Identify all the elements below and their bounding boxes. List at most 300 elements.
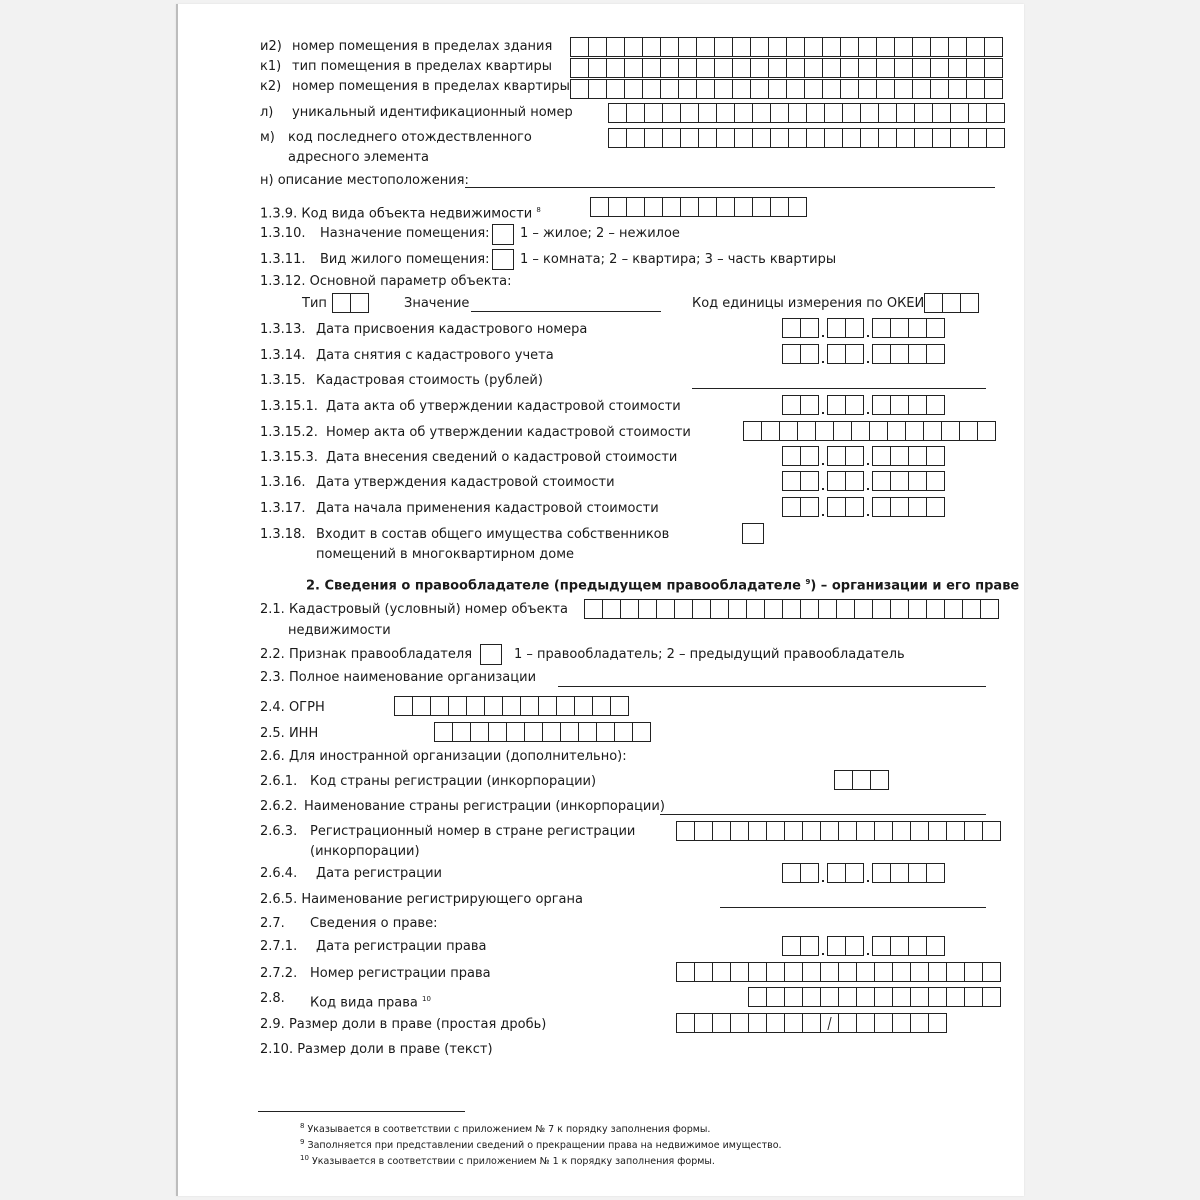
input-cell[interactable] (827, 471, 846, 491)
input-cell[interactable] (750, 58, 769, 78)
input-cell[interactable] (470, 722, 489, 742)
input-cell[interactable] (448, 696, 467, 716)
input-cell[interactable] (800, 599, 819, 619)
input-cell[interactable] (610, 696, 629, 716)
input-cell[interactable] (626, 128, 645, 148)
input-cell[interactable] (730, 821, 749, 841)
input-cell[interactable] (926, 446, 945, 466)
input-cell[interactable] (872, 395, 891, 415)
object-kind-code-cells[interactable] (590, 197, 806, 217)
input-cell[interactable] (926, 599, 945, 619)
input-cell[interactable] (782, 446, 801, 466)
input-cell[interactable] (820, 821, 839, 841)
input-cell[interactable] (632, 722, 651, 742)
input-cell[interactable] (752, 128, 771, 148)
input-cell[interactable] (782, 318, 801, 338)
input-cell[interactable] (928, 962, 947, 982)
input-cell[interactable] (908, 599, 927, 619)
input-cell[interactable] (842, 128, 861, 148)
input-cell[interactable] (962, 599, 981, 619)
input-cell[interactable] (570, 37, 589, 57)
input-cell[interactable] (912, 58, 931, 78)
input-cell[interactable] (642, 37, 661, 57)
input-cell[interactable] (890, 344, 909, 364)
input-cell[interactable] (800, 497, 819, 517)
input-cell[interactable] (908, 497, 927, 517)
input-cell[interactable] (822, 79, 841, 99)
input-cell[interactable] (851, 421, 870, 441)
input-cell[interactable] (779, 421, 798, 441)
input-cell[interactable] (332, 293, 351, 313)
input-cell[interactable] (932, 128, 951, 148)
input-cell[interactable] (782, 863, 801, 883)
input-cell[interactable] (714, 58, 733, 78)
input-cell[interactable] (860, 103, 879, 123)
input-cell[interactable] (827, 863, 846, 883)
right-kind-code-cells[interactable] (748, 987, 1000, 1007)
input-cell[interactable] (856, 962, 875, 982)
input-cell[interactable] (960, 293, 979, 313)
input-cell[interactable] (712, 962, 731, 982)
input-cell[interactable] (698, 103, 717, 123)
input-cell[interactable] (872, 497, 891, 517)
input-cell[interactable] (520, 696, 539, 716)
input-cell[interactable] (578, 722, 597, 742)
input-cell[interactable] (905, 421, 924, 441)
input-cell[interactable] (838, 962, 857, 982)
input-cell[interactable] (466, 696, 485, 716)
input-cell[interactable] (680, 197, 699, 217)
input-cell[interactable] (986, 128, 1005, 148)
cadastral-number-cells[interactable] (584, 599, 998, 619)
input-cell[interactable] (896, 103, 915, 123)
input-cell[interactable] (692, 599, 711, 619)
input-cell[interactable] (716, 128, 735, 148)
room-purpose-box[interactable] (492, 224, 514, 245)
input-cell[interactable] (930, 58, 949, 78)
input-cell[interactable] (802, 962, 821, 982)
input-cell[interactable] (869, 421, 888, 441)
input-cell[interactable] (910, 1013, 929, 1033)
rightholder-sign-box[interactable] (480, 644, 502, 665)
input-cell[interactable] (984, 37, 1003, 57)
input-cell[interactable] (662, 128, 681, 148)
input-cell[interactable] (676, 1013, 695, 1033)
input-cell[interactable] (698, 128, 717, 148)
input-cell[interactable] (800, 395, 819, 415)
input-cell[interactable] (806, 128, 825, 148)
input-cell[interactable] (784, 1013, 803, 1033)
input-cell[interactable] (926, 318, 945, 338)
input-cell[interactable] (802, 821, 821, 841)
input-cell[interactable] (845, 344, 864, 364)
input-cell[interactable] (624, 37, 643, 57)
input-cell[interactable] (626, 197, 645, 217)
input-cell[interactable] (845, 446, 864, 466)
input-cell[interactable] (838, 1013, 857, 1033)
input-cell[interactable] (694, 821, 713, 841)
country-code-cells[interactable] (834, 770, 888, 790)
input-cell[interactable] (728, 599, 747, 619)
input-cell[interactable] (766, 1013, 785, 1033)
input-cell[interactable] (800, 936, 819, 956)
input-cell[interactable] (858, 79, 877, 99)
input-cell[interactable] (556, 696, 575, 716)
input-cell[interactable] (784, 962, 803, 982)
input-cell[interactable] (890, 318, 909, 338)
input-cell[interactable] (980, 599, 999, 619)
input-cell[interactable] (642, 58, 661, 78)
input-cell[interactable] (538, 696, 557, 716)
input-cell[interactable] (827, 446, 846, 466)
input-cell[interactable] (872, 446, 891, 466)
input-cell[interactable] (748, 1013, 767, 1033)
input-cell[interactable] (874, 987, 893, 1007)
input-cell[interactable] (752, 103, 771, 123)
input-cell[interactable] (878, 128, 897, 148)
value-application-date-cells[interactable] (782, 497, 944, 517)
input-cell[interactable] (874, 821, 893, 841)
input-cell[interactable] (734, 197, 753, 217)
input-cell[interactable] (680, 128, 699, 148)
input-cell[interactable] (350, 293, 369, 313)
common-property-box[interactable] (742, 523, 764, 544)
input-cell[interactable] (836, 599, 855, 619)
input-cell[interactable] (761, 421, 780, 441)
input-cell[interactable] (872, 471, 891, 491)
input-cell[interactable] (638, 599, 657, 619)
input-cell[interactable] (923, 421, 942, 441)
input-cell[interactable] (964, 962, 983, 982)
input-cell[interactable] (748, 821, 767, 841)
input-cell[interactable] (748, 962, 767, 982)
input-cell[interactable] (840, 58, 859, 78)
input-cell[interactable] (896, 128, 915, 148)
input-cell[interactable] (926, 863, 945, 883)
input-cell[interactable] (656, 599, 675, 619)
input-cell[interactable] (966, 79, 985, 99)
input-cell[interactable] (743, 421, 762, 441)
input-cell[interactable] (660, 37, 679, 57)
input-cell[interactable] (660, 79, 679, 99)
input-cell[interactable] (856, 987, 875, 1007)
input-cell[interactable] (488, 722, 507, 742)
input-cell[interactable] (644, 103, 663, 123)
input-cell[interactable] (570, 58, 589, 78)
input-cell[interactable] (782, 471, 801, 491)
input-cell[interactable] (620, 599, 639, 619)
input-cell[interactable] (890, 446, 909, 466)
input-cell[interactable] (788, 197, 807, 217)
input-cell[interactable] (764, 599, 783, 619)
ogrn-cells[interactable] (394, 696, 628, 716)
input-cell[interactable] (815, 421, 834, 441)
input-cell[interactable] (766, 821, 785, 841)
input-cell[interactable] (804, 79, 823, 99)
location-description-line[interactable] (465, 187, 995, 188)
input-cell[interactable] (624, 79, 643, 99)
input-cell[interactable] (624, 58, 643, 78)
input-cell[interactable] (984, 58, 1003, 78)
input-cell[interactable] (644, 197, 663, 217)
input-cell[interactable] (824, 128, 843, 148)
input-cell[interactable] (946, 987, 965, 1007)
input-cell[interactable] (874, 1013, 893, 1033)
input-cell[interactable] (694, 962, 713, 982)
input-cell[interactable] (750, 37, 769, 57)
input-cell[interactable] (845, 936, 864, 956)
input-cell[interactable] (714, 37, 733, 57)
input-cell[interactable] (820, 987, 839, 1007)
input-cell[interactable] (838, 987, 857, 1007)
input-cell[interactable] (804, 37, 823, 57)
input-cell[interactable] (698, 197, 717, 217)
input-cell[interactable] (766, 962, 785, 982)
input-cell[interactable] (770, 103, 789, 123)
input-cell[interactable] (784, 821, 803, 841)
input-cell[interactable] (752, 197, 771, 217)
input-cell[interactable] (588, 37, 607, 57)
input-cell[interactable] (872, 344, 891, 364)
input-cell[interactable] (824, 103, 843, 123)
input-cell[interactable] (926, 395, 945, 415)
input-cell[interactable] (910, 962, 929, 982)
input-cell[interactable] (908, 863, 927, 883)
input-cell[interactable] (984, 79, 1003, 99)
input-cell[interactable] (606, 79, 625, 99)
input-cell[interactable] (890, 471, 909, 491)
input-cell[interactable] (948, 79, 967, 99)
input-cell[interactable] (876, 79, 895, 99)
input-cell[interactable] (680, 103, 699, 123)
input-cell[interactable] (892, 962, 911, 982)
input-cell[interactable] (890, 599, 909, 619)
input-cell[interactable] (560, 722, 579, 742)
input-cell[interactable] (716, 197, 735, 217)
input-cell[interactable] (942, 293, 961, 313)
input-cell[interactable] (782, 395, 801, 415)
input-cell[interactable] (870, 770, 889, 790)
input-cell[interactable] (926, 344, 945, 364)
input-cell[interactable] (542, 722, 561, 742)
input-cell[interactable] (506, 722, 525, 742)
address-element-code-cells[interactable] (608, 128, 1004, 148)
cadastral-value-line[interactable] (692, 388, 986, 389)
input-cell[interactable] (676, 962, 695, 982)
input-cell[interactable] (892, 987, 911, 1007)
input-cell[interactable] (588, 79, 607, 99)
input-cell[interactable] (786, 37, 805, 57)
input-cell[interactable] (910, 987, 929, 1007)
input-cell[interactable] (712, 821, 731, 841)
input-cell[interactable] (714, 79, 733, 99)
input-cell[interactable] (908, 344, 927, 364)
input-cell[interactable] (588, 58, 607, 78)
input-cell[interactable] (734, 128, 753, 148)
input-cell[interactable] (914, 128, 933, 148)
input-cell[interactable] (804, 58, 823, 78)
input-cell[interactable] (838, 821, 857, 841)
input-cell[interactable] (710, 599, 729, 619)
input-cell[interactable] (894, 79, 913, 99)
input-cell[interactable] (914, 103, 933, 123)
inn-cells[interactable] (434, 722, 650, 742)
input-cell[interactable] (818, 599, 837, 619)
input-cell[interactable] (614, 722, 633, 742)
act-number-cells[interactable] (743, 421, 995, 441)
input-cell[interactable] (890, 395, 909, 415)
input-cell[interactable] (802, 987, 821, 1007)
input-cell[interactable] (890, 936, 909, 956)
input-cell[interactable] (730, 962, 749, 982)
input-cell[interactable] (642, 79, 661, 99)
input-cell[interactable] (948, 37, 967, 57)
input-cell[interactable] (894, 37, 913, 57)
input-cell[interactable] (874, 962, 893, 982)
input-cell[interactable] (592, 696, 611, 716)
room-type-in-apartment-cells[interactable] (570, 58, 1002, 78)
input-cell[interactable] (908, 446, 927, 466)
input-cell[interactable] (696, 58, 715, 78)
input-cell[interactable] (782, 936, 801, 956)
input-cell[interactable] (800, 344, 819, 364)
input-cell[interactable] (768, 37, 787, 57)
input-cell[interactable] (768, 79, 787, 99)
input-cell[interactable] (860, 128, 879, 148)
input-cell[interactable] (912, 37, 931, 57)
input-cell[interactable] (608, 128, 627, 148)
input-cell[interactable] (788, 128, 807, 148)
input-cell[interactable] (834, 770, 853, 790)
input-cell[interactable] (766, 987, 785, 1007)
input-cell[interactable] (948, 58, 967, 78)
input-cell[interactable] (912, 79, 931, 99)
foreign-reg-date-cells[interactable] (782, 863, 944, 883)
input-cell[interactable] (782, 344, 801, 364)
input-cell[interactable] (484, 696, 503, 716)
input-cell[interactable] (602, 599, 621, 619)
input-cell[interactable] (800, 863, 819, 883)
input-cell[interactable] (959, 421, 978, 441)
input-cell[interactable] (982, 821, 1001, 841)
input-cell[interactable] (926, 497, 945, 517)
input-cell[interactable] (928, 821, 947, 841)
input-cell[interactable] (822, 58, 841, 78)
input-cell[interactable] (786, 58, 805, 78)
input-cell[interactable] (820, 962, 839, 982)
input-cell[interactable] (412, 696, 431, 716)
input-cell[interactable] (732, 79, 751, 99)
input-cell[interactable] (606, 37, 625, 57)
input-cell[interactable] (732, 37, 751, 57)
input-cell[interactable] (890, 863, 909, 883)
input-cell[interactable] (678, 79, 697, 99)
input-cell[interactable] (570, 79, 589, 99)
input-cell[interactable] (782, 497, 801, 517)
input-cell[interactable] (452, 722, 471, 742)
input-cell[interactable] (784, 987, 803, 1007)
input-cell[interactable] (676, 821, 695, 841)
input-cell[interactable] (845, 471, 864, 491)
input-cell[interactable] (872, 599, 891, 619)
input-cell[interactable] (662, 197, 681, 217)
input-cell[interactable] (908, 936, 927, 956)
input-cell[interactable] (941, 421, 960, 441)
input-cell[interactable] (845, 318, 864, 338)
input-cell[interactable] (788, 103, 807, 123)
foreign-reg-number-cells[interactable] (676, 821, 1000, 841)
input-cell[interactable] (892, 1013, 911, 1033)
right-reg-date-cells[interactable] (782, 936, 944, 956)
organization-name-line[interactable] (558, 686, 986, 687)
input-cell[interactable] (966, 58, 985, 78)
input-cell[interactable] (928, 987, 947, 1007)
input-cell[interactable] (806, 103, 825, 123)
input-cell[interactable] (876, 58, 895, 78)
input-cell[interactable] (822, 37, 841, 57)
input-cell[interactable] (827, 497, 846, 517)
input-cell[interactable] (946, 962, 965, 982)
input-cell[interactable] (964, 821, 983, 841)
input-cell[interactable] (802, 1013, 821, 1033)
input-cell[interactable] (662, 103, 681, 123)
param-type-cells[interactable] (332, 293, 368, 313)
input-cell[interactable] (968, 128, 987, 148)
input-cell[interactable] (878, 103, 897, 123)
input-cell[interactable] (660, 58, 679, 78)
input-cell[interactable] (696, 37, 715, 57)
input-cell[interactable] (946, 821, 965, 841)
input-cell[interactable] (930, 37, 949, 57)
input-cell[interactable] (833, 421, 852, 441)
value-approval-date-cells[interactable] (782, 471, 944, 491)
input-cell[interactable] (887, 421, 906, 441)
input-cell[interactable] (856, 821, 875, 841)
input-cell[interactable] (977, 421, 996, 441)
input-cell[interactable] (932, 103, 951, 123)
input-cell[interactable] (608, 103, 627, 123)
act-approval-date-cells[interactable] (782, 395, 944, 415)
input-cell[interactable] (924, 293, 943, 313)
input-cell[interactable] (696, 79, 715, 99)
input-cell[interactable] (908, 471, 927, 491)
input-cell[interactable] (856, 1013, 875, 1033)
input-cell[interactable] (800, 446, 819, 466)
input-cell[interactable] (827, 344, 846, 364)
input-cell[interactable] (968, 103, 987, 123)
input-cell[interactable] (852, 770, 871, 790)
input-cell[interactable] (626, 103, 645, 123)
input-cell[interactable] (524, 722, 543, 742)
input-cell[interactable] (797, 421, 816, 441)
room-number-in-building-cells[interactable] (570, 37, 1002, 57)
country-name-line[interactable] (660, 814, 986, 815)
input-cell[interactable] (694, 1013, 713, 1033)
input-cell[interactable] (842, 103, 861, 123)
room-number-in-apartment-cells[interactable] (570, 79, 1002, 99)
input-cell[interactable] (746, 599, 765, 619)
input-cell[interactable] (950, 128, 969, 148)
registering-authority-line[interactable] (720, 907, 986, 908)
input-cell[interactable] (730, 1013, 749, 1033)
input-cell[interactable] (430, 696, 449, 716)
input-cell[interactable] (502, 696, 521, 716)
input-cell[interactable] (840, 79, 859, 99)
input-cell[interactable] (574, 696, 593, 716)
input-cell[interactable] (872, 863, 891, 883)
input-cell[interactable] (982, 962, 1001, 982)
input-cell[interactable] (596, 722, 615, 742)
